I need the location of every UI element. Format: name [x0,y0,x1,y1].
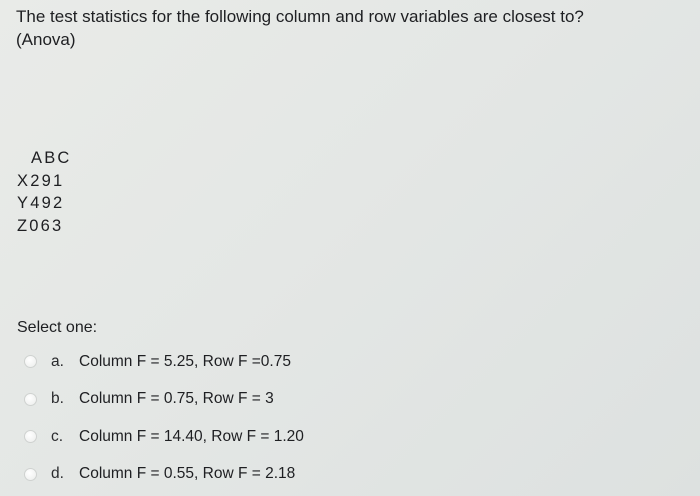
table-row: Y492 [17,194,65,212]
table-row: X291 [17,171,65,190]
radio-button[interactable] [24,355,37,368]
option-b[interactable] [24,381,624,419]
table-header-row: ABC [31,149,72,167]
option-letter: a. [51,352,64,370]
question-line-1: The test statistics for the following column and row variables are closest to? [16,7,584,26]
radio-button[interactable] [24,468,37,481]
radio-button[interactable] [24,393,37,406]
option-label: Column F = 0.75, Row F = 3 [79,390,274,408]
answer-options [24,343,624,493]
option-d[interactable] [24,456,624,494]
select-one-label: Select one: [17,319,98,336]
radio-button[interactable] [24,430,37,443]
data-table [17,147,72,237]
question-text [16,5,686,51]
option-label: Column F = 5.25, Row F =0.75 [79,352,291,370]
option-label: Column F = 14.40, Row F = 1.20 [79,427,304,445]
option-c[interactable] [24,418,624,456]
option-label: Column F = 0.55, Row F = 2.18 [79,465,296,483]
option-a[interactable] [24,343,624,381]
option-letter: d. [51,465,64,483]
table-row: Z063 [17,216,64,235]
question-line-2: (Anova) [16,30,76,49]
option-letter: c. [51,427,64,445]
option-letter: b. [51,390,64,408]
